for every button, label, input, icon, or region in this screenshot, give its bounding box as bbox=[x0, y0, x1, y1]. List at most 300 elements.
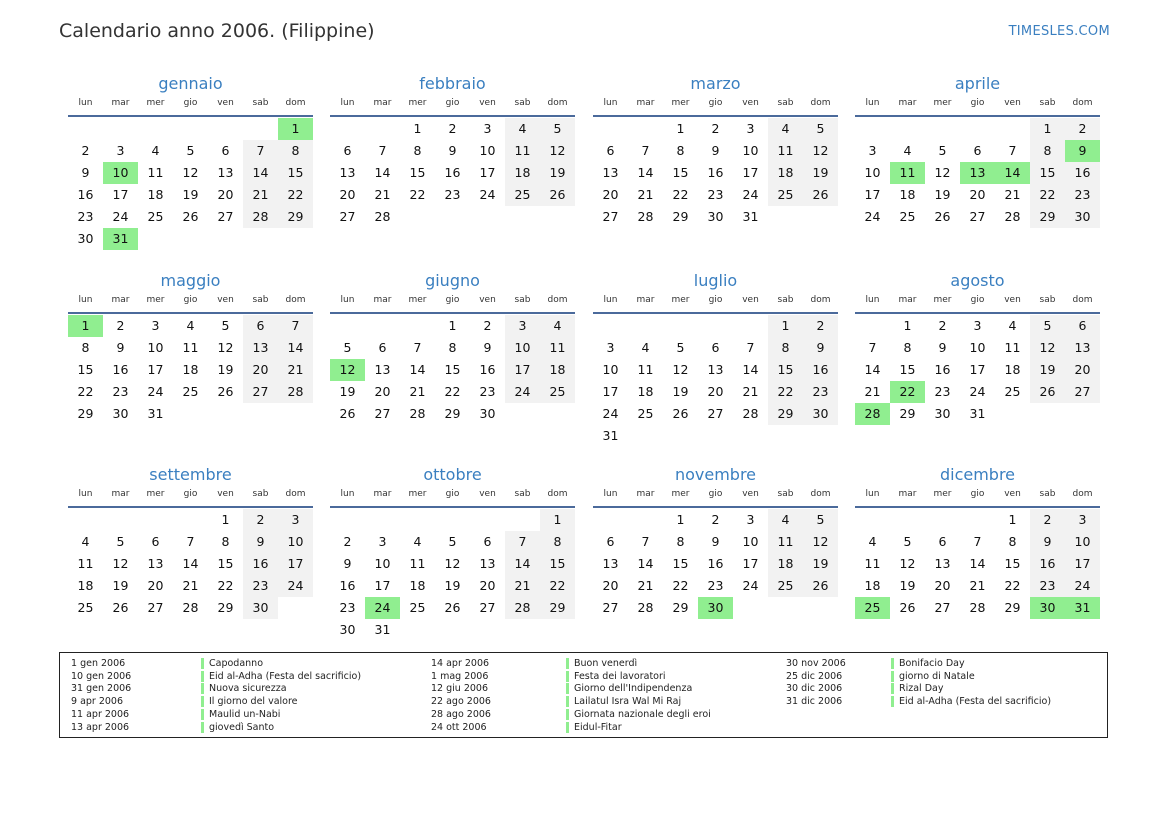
calendar-day[interactable]: 11 bbox=[182, 340, 199, 355]
calendar-day[interactable]: 11 bbox=[864, 556, 881, 571]
calendar-day[interactable]: 28 bbox=[182, 600, 199, 615]
calendar-day[interactable]: 1 bbox=[676, 121, 685, 136]
calendar-day[interactable]: 13 bbox=[374, 362, 391, 377]
calendar-day[interactable]: 24 bbox=[287, 578, 304, 593]
calendar-day[interactable]: 18 bbox=[514, 165, 531, 180]
calendar-day[interactable]: 23 bbox=[112, 384, 129, 399]
calendar-day[interactable]: 23 bbox=[339, 600, 356, 615]
holiday-day[interactable]: 13 bbox=[960, 162, 995, 184]
calendar-day[interactable]: 31 bbox=[147, 406, 164, 421]
calendar-day[interactable]: 10 bbox=[374, 556, 391, 571]
calendar-day[interactable]: 17 bbox=[969, 362, 986, 377]
calendar-day[interactable]: 14 bbox=[252, 165, 269, 180]
calendar-day[interactable]: 16 bbox=[1039, 556, 1056, 571]
calendar-day[interactable]: 27 bbox=[602, 600, 619, 615]
calendar-day[interactable]: 10 bbox=[742, 534, 759, 549]
calendar-day[interactable]: 27 bbox=[707, 406, 724, 421]
calendar-day[interactable]: 22 bbox=[672, 578, 689, 593]
calendar-day[interactable]: 30 bbox=[339, 622, 356, 637]
calendar-day[interactable]: 13 bbox=[252, 340, 269, 355]
calendar-day[interactable]: 21 bbox=[409, 384, 426, 399]
calendar-day[interactable]: 8 bbox=[448, 340, 457, 355]
calendar-day[interactable]: 21 bbox=[637, 187, 654, 202]
calendar-day[interactable]: 28 bbox=[374, 209, 391, 224]
calendar-day[interactable]: 4 bbox=[518, 121, 527, 136]
calendar-day[interactable]: 17 bbox=[1074, 556, 1091, 571]
calendar-day[interactable]: 29 bbox=[777, 406, 794, 421]
calendar-day[interactable]: 9 bbox=[483, 340, 492, 355]
calendar-day[interactable]: 29 bbox=[899, 406, 916, 421]
holiday-day[interactable]: 10 bbox=[103, 162, 138, 184]
calendar-day[interactable]: 2 bbox=[938, 318, 947, 333]
calendar-day[interactable]: 11 bbox=[514, 143, 531, 158]
calendar-day[interactable]: 7 bbox=[868, 340, 877, 355]
calendar-day[interactable]: 21 bbox=[864, 384, 881, 399]
calendar-day[interactable]: 25 bbox=[409, 600, 426, 615]
calendar-day[interactable]: 5 bbox=[116, 534, 125, 549]
calendar-day[interactable]: 26 bbox=[112, 600, 129, 615]
calendar-day[interactable]: 13 bbox=[1074, 340, 1091, 355]
calendar-day[interactable]: 25 bbox=[77, 600, 94, 615]
calendar-day[interactable]: 15 bbox=[549, 556, 566, 571]
calendar-day[interactable]: 20 bbox=[934, 578, 951, 593]
calendar-day[interactable]: 9 bbox=[1043, 534, 1052, 549]
calendar-day[interactable]: 4 bbox=[641, 340, 650, 355]
calendar-day[interactable]: 29 bbox=[672, 209, 689, 224]
calendar-day[interactable]: 18 bbox=[637, 384, 654, 399]
calendar-day[interactable]: 20 bbox=[252, 362, 269, 377]
calendar-day[interactable]: 3 bbox=[378, 534, 387, 549]
calendar-day[interactable]: 2 bbox=[343, 534, 352, 549]
calendar-day[interactable]: 18 bbox=[777, 556, 794, 571]
calendar-day[interactable]: 11 bbox=[549, 340, 566, 355]
calendar-day[interactable]: 2 bbox=[711, 512, 720, 527]
calendar-day[interactable]: 14 bbox=[409, 362, 426, 377]
calendar-day[interactable]: 8 bbox=[81, 340, 90, 355]
calendar-day[interactable]: 15 bbox=[409, 165, 426, 180]
calendar-day[interactable]: 4 bbox=[781, 512, 790, 527]
calendar-day[interactable]: 24 bbox=[112, 209, 129, 224]
calendar-day[interactable]: 24 bbox=[479, 187, 496, 202]
calendar-day[interactable]: 18 bbox=[409, 578, 426, 593]
calendar-day[interactable]: 8 bbox=[221, 534, 230, 549]
calendar-day[interactable]: 11 bbox=[77, 556, 94, 571]
calendar-day[interactable]: 4 bbox=[413, 534, 422, 549]
calendar-day[interactable]: 3 bbox=[746, 121, 755, 136]
calendar-day[interactable]: 18 bbox=[899, 187, 916, 202]
calendar-day[interactable]: 27 bbox=[217, 209, 234, 224]
calendar-day[interactable]: 15 bbox=[77, 362, 94, 377]
calendar-day[interactable]: 1 bbox=[1043, 121, 1052, 136]
calendar-day[interactable]: 23 bbox=[707, 578, 724, 593]
calendar-day[interactable]: 11 bbox=[147, 165, 164, 180]
calendar-day[interactable]: 24 bbox=[742, 578, 759, 593]
calendar-day[interactable]: 3 bbox=[291, 512, 300, 527]
calendar-day[interactable]: 29 bbox=[444, 406, 461, 421]
calendar-day[interactable]: 18 bbox=[777, 165, 794, 180]
calendar-day[interactable]: 4 bbox=[186, 318, 195, 333]
calendar-day[interactable]: 27 bbox=[374, 406, 391, 421]
calendar-day[interactable]: 18 bbox=[1004, 362, 1021, 377]
calendar-day[interactable]: 13 bbox=[339, 165, 356, 180]
calendar-day[interactable]: 2 bbox=[81, 143, 90, 158]
calendar-day[interactable]: 13 bbox=[934, 556, 951, 571]
calendar-day[interactable]: 7 bbox=[1008, 143, 1017, 158]
calendar-day[interactable]: 4 bbox=[1008, 318, 1017, 333]
calendar-day[interactable]: 5 bbox=[1043, 318, 1052, 333]
calendar-day[interactable]: 27 bbox=[252, 384, 269, 399]
calendar-day[interactable]: 4 bbox=[553, 318, 562, 333]
calendar-day[interactable]: 21 bbox=[742, 384, 759, 399]
holiday-day[interactable]: 30 bbox=[698, 597, 733, 619]
calendar-day[interactable]: 26 bbox=[339, 406, 356, 421]
calendar-day[interactable]: 29 bbox=[77, 406, 94, 421]
holiday-day[interactable]: 11 bbox=[890, 162, 925, 184]
calendar-day[interactable]: 9 bbox=[81, 165, 90, 180]
calendar-day[interactable]: 14 bbox=[742, 362, 759, 377]
calendar-day[interactable]: 7 bbox=[641, 143, 650, 158]
calendar-day[interactable]: 2 bbox=[256, 512, 265, 527]
calendar-day[interactable]: 24 bbox=[147, 384, 164, 399]
calendar-day[interactable]: 20 bbox=[602, 187, 619, 202]
calendar-day[interactable]: 13 bbox=[217, 165, 234, 180]
calendar-day[interactable]: 17 bbox=[287, 556, 304, 571]
calendar-day[interactable]: 11 bbox=[637, 362, 654, 377]
calendar-day[interactable]: 17 bbox=[374, 578, 391, 593]
calendar-day[interactable]: 16 bbox=[77, 187, 94, 202]
calendar-day[interactable]: 14 bbox=[182, 556, 199, 571]
calendar-day[interactable]: 29 bbox=[1039, 209, 1056, 224]
calendar-day[interactable]: 5 bbox=[816, 512, 825, 527]
calendar-day[interactable]: 24 bbox=[742, 187, 759, 202]
calendar-day[interactable]: 15 bbox=[899, 362, 916, 377]
calendar-day[interactable]: 29 bbox=[287, 209, 304, 224]
calendar-day[interactable]: 2 bbox=[1078, 121, 1087, 136]
calendar-day[interactable]: 12 bbox=[182, 165, 199, 180]
calendar-day[interactable]: 28 bbox=[969, 600, 986, 615]
calendar-day[interactable]: 30 bbox=[252, 600, 269, 615]
calendar-day[interactable]: 19 bbox=[444, 578, 461, 593]
calendar-day[interactable]: 7 bbox=[518, 534, 527, 549]
calendar-day[interactable]: 9 bbox=[711, 143, 720, 158]
calendar-day[interactable]: 25 bbox=[182, 384, 199, 399]
calendar-day[interactable]: 23 bbox=[707, 187, 724, 202]
calendar-day[interactable]: 3 bbox=[483, 121, 492, 136]
calendar-day[interactable]: 25 bbox=[1004, 384, 1021, 399]
calendar-day[interactable]: 16 bbox=[707, 165, 724, 180]
calendar-day[interactable]: 14 bbox=[287, 340, 304, 355]
calendar-day[interactable]: 23 bbox=[252, 578, 269, 593]
calendar-day[interactable]: 9 bbox=[116, 340, 125, 355]
calendar-day[interactable]: 27 bbox=[1074, 384, 1091, 399]
calendar-day[interactable]: 21 bbox=[182, 578, 199, 593]
calendar-day[interactable]: 13 bbox=[707, 362, 724, 377]
holiday-day[interactable]: 25 bbox=[855, 597, 890, 619]
calendar-day[interactable]: 16 bbox=[444, 165, 461, 180]
calendar-day[interactable]: 4 bbox=[781, 121, 790, 136]
calendar-day[interactable]: 28 bbox=[287, 384, 304, 399]
calendar-day[interactable]: 1 bbox=[781, 318, 790, 333]
calendar-day[interactable]: 16 bbox=[707, 556, 724, 571]
calendar-day[interactable]: 8 bbox=[1043, 143, 1052, 158]
calendar-day[interactable]: 11 bbox=[1004, 340, 1021, 355]
calendar-day[interactable]: 30 bbox=[77, 231, 94, 246]
calendar-day[interactable]: 10 bbox=[514, 340, 531, 355]
calendar-day[interactable]: 30 bbox=[812, 406, 829, 421]
calendar-day[interactable]: 31 bbox=[742, 209, 759, 224]
calendar-day[interactable]: 22 bbox=[672, 187, 689, 202]
calendar-day[interactable]: 10 bbox=[969, 340, 986, 355]
calendar-day[interactable]: 13 bbox=[479, 556, 496, 571]
calendar-day[interactable]: 5 bbox=[903, 534, 912, 549]
calendar-day[interactable]: 8 bbox=[676, 143, 685, 158]
calendar-day[interactable]: 4 bbox=[151, 143, 160, 158]
calendar-day[interactable]: 4 bbox=[81, 534, 90, 549]
calendar-day[interactable]: 21 bbox=[514, 578, 531, 593]
calendar-day[interactable]: 25 bbox=[147, 209, 164, 224]
calendar-day[interactable]: 30 bbox=[479, 406, 496, 421]
holiday-day[interactable]: 24 bbox=[365, 597, 400, 619]
calendar-day[interactable]: 24 bbox=[1074, 578, 1091, 593]
calendar-day[interactable]: 12 bbox=[217, 340, 234, 355]
calendar-day[interactable]: 3 bbox=[151, 318, 160, 333]
calendar-day[interactable]: 5 bbox=[448, 534, 457, 549]
calendar-day[interactable]: 23 bbox=[479, 384, 496, 399]
calendar-day[interactable]: 12 bbox=[112, 556, 129, 571]
calendar-day[interactable]: 31 bbox=[969, 406, 986, 421]
calendar-day[interactable]: 7 bbox=[413, 340, 422, 355]
calendar-day[interactable]: 1 bbox=[553, 512, 562, 527]
calendar-day[interactable]: 28 bbox=[252, 209, 269, 224]
calendar-day[interactable]: 6 bbox=[1078, 318, 1087, 333]
calendar-day[interactable]: 15 bbox=[287, 165, 304, 180]
calendar-day[interactable]: 8 bbox=[676, 534, 685, 549]
calendar-day[interactable]: 23 bbox=[812, 384, 829, 399]
calendar-day[interactable]: 30 bbox=[1074, 209, 1091, 224]
calendar-day[interactable]: 20 bbox=[479, 578, 496, 593]
calendar-day[interactable]: 18 bbox=[182, 362, 199, 377]
calendar-day[interactable]: 31 bbox=[602, 428, 619, 443]
calendar-day[interactable]: 5 bbox=[816, 121, 825, 136]
calendar-day[interactable]: 3 bbox=[973, 318, 982, 333]
calendar-day[interactable]: 17 bbox=[742, 165, 759, 180]
calendar-day[interactable]: 17 bbox=[479, 165, 496, 180]
calendar-day[interactable]: 17 bbox=[742, 556, 759, 571]
calendar-day[interactable]: 1 bbox=[676, 512, 685, 527]
calendar-day[interactable]: 14 bbox=[969, 556, 986, 571]
calendar-day[interactable]: 12 bbox=[899, 556, 916, 571]
calendar-day[interactable]: 16 bbox=[339, 578, 356, 593]
calendar-day[interactable]: 29 bbox=[217, 600, 234, 615]
calendar-day[interactable]: 21 bbox=[374, 187, 391, 202]
holiday-day[interactable]: 22 bbox=[890, 381, 925, 403]
calendar-day[interactable]: 15 bbox=[1004, 556, 1021, 571]
calendar-day[interactable]: 5 bbox=[938, 143, 947, 158]
calendar-day[interactable]: 6 bbox=[221, 143, 230, 158]
calendar-day[interactable]: 19 bbox=[1039, 362, 1056, 377]
calendar-day[interactable]: 27 bbox=[602, 209, 619, 224]
calendar-day[interactable]: 19 bbox=[899, 578, 916, 593]
calendar-day[interactable]: 15 bbox=[672, 556, 689, 571]
calendar-day[interactable]: 17 bbox=[147, 362, 164, 377]
calendar-day[interactable]: 5 bbox=[186, 143, 195, 158]
holiday-day[interactable]: 31 bbox=[103, 228, 138, 250]
calendar-day[interactable]: 19 bbox=[812, 165, 829, 180]
calendar-day[interactable]: 30 bbox=[707, 209, 724, 224]
calendar-day[interactable]: 2 bbox=[116, 318, 125, 333]
holiday-day[interactable]: 28 bbox=[855, 403, 890, 425]
calendar-day[interactable]: 23 bbox=[444, 187, 461, 202]
calendar-day[interactable]: 17 bbox=[864, 187, 881, 202]
calendar-day[interactable]: 30 bbox=[934, 406, 951, 421]
calendar-day[interactable]: 28 bbox=[514, 600, 531, 615]
calendar-day[interactable]: 7 bbox=[973, 534, 982, 549]
calendar-day[interactable]: 10 bbox=[287, 534, 304, 549]
calendar-day[interactable]: 26 bbox=[812, 578, 829, 593]
calendar-day[interactable]: 15 bbox=[1039, 165, 1056, 180]
calendar-day[interactable]: 3 bbox=[606, 340, 615, 355]
calendar-day[interactable]: 8 bbox=[1008, 534, 1017, 549]
calendar-day[interactable]: 23 bbox=[77, 209, 94, 224]
calendar-day[interactable]: 11 bbox=[777, 534, 794, 549]
calendar-day[interactable]: 2 bbox=[816, 318, 825, 333]
holiday-day[interactable]: 31 bbox=[1065, 597, 1100, 619]
calendar-day[interactable]: 1 bbox=[448, 318, 457, 333]
calendar-day[interactable]: 24 bbox=[602, 406, 619, 421]
holiday-day[interactable]: 14 bbox=[995, 162, 1030, 184]
calendar-day[interactable]: 25 bbox=[637, 406, 654, 421]
calendar-day[interactable]: 23 bbox=[1039, 578, 1056, 593]
calendar-day[interactable]: 12 bbox=[444, 556, 461, 571]
calendar-day[interactable]: 25 bbox=[777, 578, 794, 593]
calendar-day[interactable]: 27 bbox=[147, 600, 164, 615]
calendar-day[interactable]: 19 bbox=[812, 556, 829, 571]
calendar-day[interactable]: 5 bbox=[553, 121, 562, 136]
calendar-day[interactable]: 13 bbox=[602, 165, 619, 180]
calendar-day[interactable]: 19 bbox=[182, 187, 199, 202]
calendar-day[interactable]: 28 bbox=[409, 406, 426, 421]
calendar-day[interactable]: 18 bbox=[864, 578, 881, 593]
calendar-day[interactable]: 20 bbox=[602, 578, 619, 593]
calendar-day[interactable]: 7 bbox=[186, 534, 195, 549]
calendar-day[interactable]: 19 bbox=[217, 362, 234, 377]
calendar-day[interactable]: 6 bbox=[711, 340, 720, 355]
calendar-day[interactable]: 16 bbox=[479, 362, 496, 377]
holiday-day[interactable]: 1 bbox=[68, 315, 103, 337]
calendar-day[interactable]: 10 bbox=[602, 362, 619, 377]
calendar-day[interactable]: 9 bbox=[448, 143, 457, 158]
calendar-day[interactable]: 6 bbox=[343, 143, 352, 158]
calendar-day[interactable]: 9 bbox=[256, 534, 265, 549]
calendar-day[interactable]: 5 bbox=[343, 340, 352, 355]
calendar-day[interactable]: 7 bbox=[256, 143, 265, 158]
calendar-day[interactable]: 8 bbox=[553, 534, 562, 549]
calendar-day[interactable]: 9 bbox=[711, 534, 720, 549]
calendar-day[interactable]: 26 bbox=[899, 600, 916, 615]
calendar-day[interactable]: 25 bbox=[549, 384, 566, 399]
calendar-day[interactable]: 17 bbox=[112, 187, 129, 202]
calendar-day[interactable]: 2 bbox=[1043, 512, 1052, 527]
calendar-day[interactable]: 6 bbox=[938, 534, 947, 549]
calendar-day[interactable]: 20 bbox=[969, 187, 986, 202]
calendar-day[interactable]: 12 bbox=[1039, 340, 1056, 355]
calendar-day[interactable]: 26 bbox=[182, 209, 199, 224]
calendar-day[interactable]: 25 bbox=[899, 209, 916, 224]
calendar-day[interactable]: 9 bbox=[938, 340, 947, 355]
calendar-day[interactable]: 27 bbox=[339, 209, 356, 224]
calendar-day[interactable]: 4 bbox=[903, 143, 912, 158]
calendar-day[interactable]: 5 bbox=[221, 318, 230, 333]
calendar-day[interactable]: 29 bbox=[549, 600, 566, 615]
calendar-day[interactable]: 2 bbox=[711, 121, 720, 136]
calendar-day[interactable]: 25 bbox=[514, 187, 531, 202]
calendar-day[interactable]: 7 bbox=[291, 318, 300, 333]
calendar-day[interactable]: 6 bbox=[606, 143, 615, 158]
calendar-day[interactable]: 14 bbox=[374, 165, 391, 180]
calendar-day[interactable]: 20 bbox=[707, 384, 724, 399]
calendar-day[interactable]: 26 bbox=[217, 384, 234, 399]
calendar-day[interactable]: 15 bbox=[217, 556, 234, 571]
calendar-day[interactable]: 23 bbox=[934, 384, 951, 399]
calendar-day[interactable]: 16 bbox=[112, 362, 129, 377]
calendar-day[interactable]: 21 bbox=[287, 362, 304, 377]
calendar-day[interactable]: 21 bbox=[969, 578, 986, 593]
calendar-day[interactable]: 6 bbox=[973, 143, 982, 158]
calendar-day[interactable]: 14 bbox=[864, 362, 881, 377]
calendar-day[interactable]: 6 bbox=[606, 534, 615, 549]
holiday-day[interactable]: 1 bbox=[278, 118, 313, 140]
calendar-day[interactable]: 8 bbox=[291, 143, 300, 158]
calendar-day[interactable]: 29 bbox=[1004, 600, 1021, 615]
calendar-day[interactable]: 21 bbox=[637, 578, 654, 593]
calendar-day[interactable]: 18 bbox=[77, 578, 94, 593]
calendar-day[interactable]: 29 bbox=[672, 600, 689, 615]
calendar-day[interactable]: 16 bbox=[1074, 165, 1091, 180]
calendar-day[interactable]: 6 bbox=[378, 340, 387, 355]
calendar-day[interactable]: 27 bbox=[479, 600, 496, 615]
calendar-day[interactable]: 22 bbox=[1039, 187, 1056, 202]
calendar-day[interactable]: 1 bbox=[903, 318, 912, 333]
calendar-day[interactable]: 17 bbox=[514, 362, 531, 377]
calendar-day[interactable]: 28 bbox=[637, 209, 654, 224]
calendar-day[interactable]: 23 bbox=[1074, 187, 1091, 202]
calendar-day[interactable]: 13 bbox=[147, 556, 164, 571]
calendar-day[interactable]: 15 bbox=[672, 165, 689, 180]
calendar-day[interactable]: 3 bbox=[116, 143, 125, 158]
calendar-day[interactable]: 30 bbox=[112, 406, 129, 421]
calendar-day[interactable]: 10 bbox=[479, 143, 496, 158]
calendar-day[interactable]: 19 bbox=[934, 187, 951, 202]
holiday-day[interactable]: 30 bbox=[1030, 597, 1065, 619]
calendar-day[interactable]: 12 bbox=[812, 534, 829, 549]
calendar-day[interactable]: 7 bbox=[641, 534, 650, 549]
calendar-day[interactable]: 20 bbox=[339, 187, 356, 202]
calendar-day[interactable]: 6 bbox=[151, 534, 160, 549]
calendar-day[interactable]: 6 bbox=[483, 534, 492, 549]
calendar-day[interactable]: 4 bbox=[868, 534, 877, 549]
calendar-day[interactable]: 15 bbox=[777, 362, 794, 377]
calendar-day[interactable]: 19 bbox=[339, 384, 356, 399]
calendar-day[interactable]: 10 bbox=[1074, 534, 1091, 549]
calendar-day[interactable]: 26 bbox=[549, 187, 566, 202]
calendar-day[interactable]: 21 bbox=[1004, 187, 1021, 202]
calendar-day[interactable]: 19 bbox=[672, 384, 689, 399]
calendar-day[interactable]: 9 bbox=[816, 340, 825, 355]
calendar-day[interactable]: 9 bbox=[343, 556, 352, 571]
calendar-day[interactable]: 11 bbox=[777, 143, 794, 158]
calendar-day[interactable]: 8 bbox=[781, 340, 790, 355]
calendar-day[interactable]: 15 bbox=[444, 362, 461, 377]
